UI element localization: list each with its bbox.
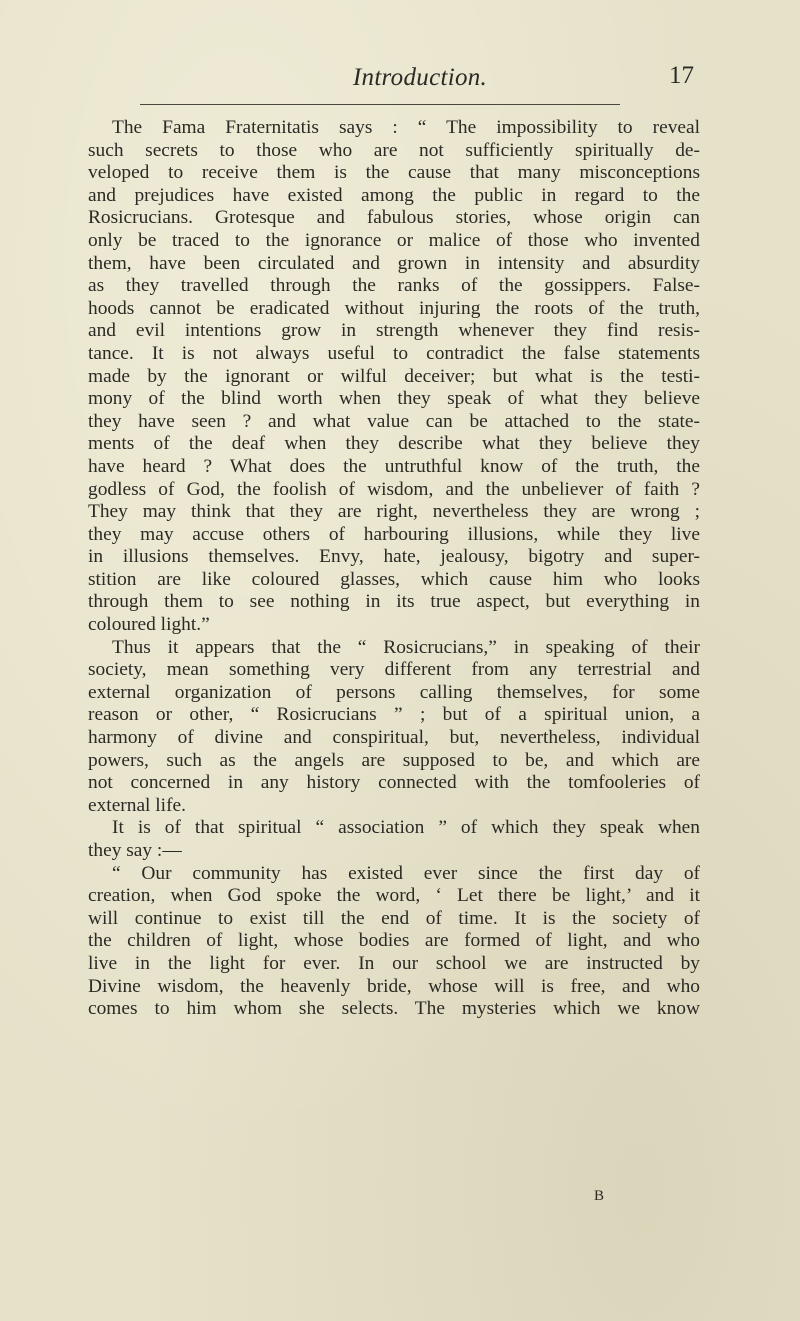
text-line: coloured light.” xyxy=(88,614,210,636)
text-line: they have seen ? and what value can be attached to the state- xyxy=(88,410,700,432)
header-rule xyxy=(140,104,620,105)
text-line: reason or other, “ Rosicrucians ” ; but of a spiritual union, a xyxy=(88,704,700,726)
text-line: hoods cannot be eradicated without injuring the roots of the truth, xyxy=(88,297,700,319)
text-line: tance. It is not always useful to contradict the false statements xyxy=(88,342,700,364)
text-line: and prejudices have existed among the public in regard to the xyxy=(88,184,700,206)
body-text xyxy=(88,117,700,1021)
text-line: external organization of persons calling themselves, for some xyxy=(88,681,700,703)
text-line: society, mean something very different from any terrestrial and xyxy=(88,659,700,681)
running-title: Introduction. xyxy=(352,64,488,91)
text-line: comes to him whom she selects. The mysteries which we know xyxy=(88,998,700,1020)
text-line: “ Our community has existed ever since the first day of xyxy=(112,862,700,884)
text-line: and evil intentions grow in strength whenever they find resis- xyxy=(88,320,700,342)
text-line: The Fama Fraternitatis says : “ The impossibility to reveal xyxy=(112,117,700,138)
text-line: It is of that spiritual “ association ” of which they speak when xyxy=(112,817,700,839)
text-line: as they travelled through the ranks of the gossippers. False- xyxy=(88,275,700,297)
text-line: have heard ? What does the untruthful know of the truth, the xyxy=(88,455,700,477)
text-line: will continue to exist till the end of time. It is the society of xyxy=(88,907,700,929)
text-line: them, have been circulated and grown in intensity and absurdity xyxy=(88,252,700,274)
text-line: they say :— xyxy=(88,840,182,861)
text-line: Thus it appears that the “ Rosicrucians,” in speaking of their xyxy=(112,636,700,658)
text-line: Rosicrucians. Grotesque and fabulous stories, whose origin can xyxy=(88,207,700,229)
text-line: made by the ignorant or wilful deceiver; but what is the testi- xyxy=(88,365,700,387)
text-line: through them to see nothing in its true aspect, but everything in xyxy=(88,591,700,613)
text-line: Divine wisdom, the heavenly bride, whose will is free, and who xyxy=(88,975,700,997)
text-line: not concerned in any history connected with the tomfooleries of xyxy=(88,772,700,794)
text-line: they may accuse others of harbouring illusions, while they live xyxy=(88,523,700,545)
text-line: only be traced to the ignorance or malice of those who invented xyxy=(88,229,700,251)
text-line: stition are like coloured glasses, which cause him who looks xyxy=(88,568,700,590)
text-line: external life. xyxy=(88,794,186,816)
text-line: ments of the deaf when they describe what they believe they xyxy=(88,433,700,455)
text-line: creation, when God spoke the word, ‘ Let there be light,’ and it xyxy=(88,885,700,907)
text-line: harmony of divine and conspiritual, but, nevertheless, individual xyxy=(88,727,700,749)
text-line: powers, such as the angels are supposed to be, and which are xyxy=(88,749,700,771)
signature-mark: B xyxy=(594,1188,606,1204)
text-line: mony of the blind worth when they speak of what they believe xyxy=(88,388,700,410)
text-line: veloped to receive them is the cause that many misconceptions xyxy=(88,162,700,184)
text-line: godless of God, the foolish of wisdom, and the unbeliever of faith ? xyxy=(88,478,700,500)
text-line: live in the light for ever. In our school we are instructed by xyxy=(88,952,700,974)
text-line: in illusions themselves. Envy, hate, jealousy, bigotry and super- xyxy=(88,546,700,568)
page-header xyxy=(140,60,700,104)
text-line: They may think that they are right, nevertheless they are wrong ; xyxy=(88,501,700,523)
text-line: such secrets to those who are not sufficiently spiritually de- xyxy=(88,139,700,161)
page-number: 17 xyxy=(669,62,694,89)
text-line: the children of light, whose bodies are formed of light, and who xyxy=(88,930,700,952)
